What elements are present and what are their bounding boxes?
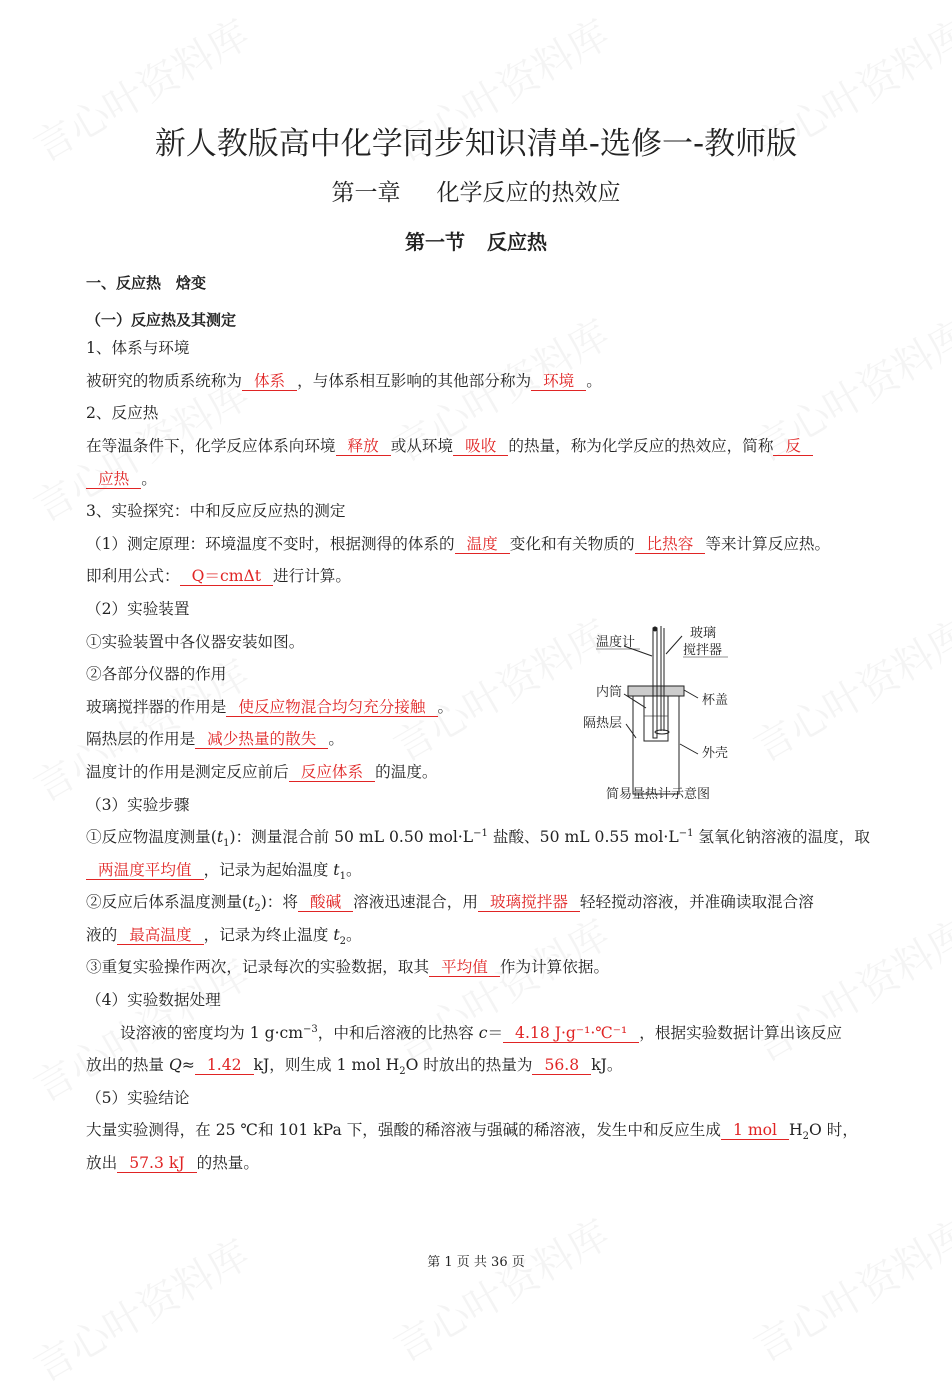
text: ，记录为起始温度 <box>203 860 334 879</box>
label-inner-cup: 内筒 <box>596 685 623 700</box>
text: 被研究的物质系统称为 <box>86 371 242 390</box>
variable: t <box>333 925 340 944</box>
section-heading <box>0 226 952 255</box>
text: ，中和后溶液的比热容 <box>317 1023 479 1042</box>
text-line <box>86 1049 876 1082</box>
text: ，记录为终止温度 <box>203 925 334 944</box>
text: （5）实验结论 <box>86 1088 190 1107</box>
text: ，与体系相互影响的其他部分称为 <box>297 371 532 390</box>
watermark <box>22 1224 258 1393</box>
text: （4）实验数据处理 <box>86 991 221 1010</box>
text: 的热量，称为化学反应的热效应，简称 <box>508 436 774 455</box>
text: O 时放出的热量为 <box>405 1056 533 1075</box>
text: 在等温条件下，化学反应体系向环境 <box>86 436 336 455</box>
text-line <box>86 267 876 300</box>
label-insulation: 隔热层 <box>583 716 623 731</box>
figure-caption: 简易量热计示意图 <box>606 787 711 802</box>
text: )：将 <box>260 893 298 912</box>
answer-blank: 环境 <box>531 372 586 391</box>
outer-shell <box>633 694 679 794</box>
page-footer: 第 1 页 共 36 页 <box>427 1255 525 1270</box>
answer-blank: 比热容 <box>635 535 706 554</box>
subscript: 2 <box>254 903 261 915</box>
document-title: 新人教版高中化学同步知识清单-选修一-教师版 <box>154 126 798 162</box>
text-line <box>86 300 876 333</box>
answer-blank: 57.3 kJ <box>117 1154 196 1173</box>
text-line <box>86 560 876 593</box>
text: 温度计的作用是测定反应前后 <box>86 762 289 781</box>
text: ②各部分仪器的作用 <box>86 665 227 684</box>
answer-blank: 减少热量的散失 <box>195 730 328 749</box>
calorimeter-figure <box>576 616 766 811</box>
text: kJ。 <box>591 1056 623 1075</box>
text-line <box>86 821 876 854</box>
watermark <box>382 1204 618 1373</box>
text: 等来计算反应热。 <box>705 534 831 553</box>
text: H <box>789 1121 803 1140</box>
text-line <box>86 919 876 952</box>
glass-stirrer <box>661 626 664 731</box>
label-stirrer-2: 搅拌器 <box>683 643 723 658</box>
answer-blank: 使反应物混合均匀充分接触 <box>226 698 437 717</box>
text-line <box>86 495 876 528</box>
answer-blank: 玻璃搅拌器 <box>478 893 580 912</box>
answer-blank: 体系 <box>242 372 297 391</box>
text: 。 <box>328 730 344 749</box>
variable: t <box>248 893 255 912</box>
text: 。 <box>141 469 157 488</box>
text: 。 <box>345 860 362 879</box>
subscript: 1 <box>339 870 346 882</box>
section-number: 第一节 <box>405 230 465 254</box>
text: 的热量。 <box>196 1154 259 1173</box>
text: ②反应后体系温度测量( <box>86 893 249 912</box>
text: )：测量混合前 50 mL 0.50 mol·L <box>229 828 474 847</box>
calorimeter-diagram <box>576 616 766 811</box>
text: （3）实验步骤 <box>86 795 190 814</box>
text: 盐酸、50 mL 0.55 mol·L <box>487 828 679 847</box>
text-line <box>86 854 876 887</box>
text: 氢氧化钠溶液的温度，取 <box>693 828 870 847</box>
watermark <box>742 1204 952 1373</box>
answer-blank: 56.8 <box>532 1056 591 1075</box>
answer-blank: 1 mol <box>721 1121 789 1140</box>
text: 变化和有关物质的 <box>509 534 635 553</box>
chapter-heading <box>0 174 952 207</box>
text: 。 <box>586 371 602 390</box>
text: 作为计算依据。 <box>499 958 610 977</box>
text: 3、实验探究：中和反应反应热的测定 <box>86 502 346 521</box>
text: （2）实验装置 <box>86 599 190 618</box>
label-outer-shell: 外壳 <box>702 746 729 761</box>
text: （1）测定原理：环境温度不变时，根据测得的体系的 <box>86 534 455 553</box>
text: （一）反应热及其测定 <box>86 310 237 329</box>
text: 或从环境 <box>390 436 454 455</box>
text: 。 <box>437 697 454 716</box>
text: 的温度。 <box>375 762 438 781</box>
text-line <box>86 951 876 984</box>
text: 进行计算。 <box>273 567 351 586</box>
answer-blank: 平均值 <box>429 958 500 977</box>
answer-blank: 反应体系 <box>289 763 375 782</box>
text-line <box>86 397 876 430</box>
text: ≈ <box>181 1056 195 1075</box>
superscript: −3 <box>303 1023 318 1035</box>
text-line <box>86 528 876 561</box>
answer-blank: 4.18 J·g⁻¹·℃⁻¹ <box>503 1024 639 1043</box>
text: 一、反应热 焓变 <box>86 274 207 292</box>
text: 大量实验测得，在 25 ℃和 101 kPa 下，强酸的稀溶液与强碱的稀溶液，发生中和反应生成 <box>86 1121 721 1140</box>
answer-blank: 温度 <box>455 535 510 554</box>
superscript: −1 <box>473 827 488 839</box>
text: ①反应物温度测量( <box>86 828 217 847</box>
answer-blank: 释放 <box>336 437 391 456</box>
subscript: 2 <box>399 1066 406 1078</box>
text-line <box>86 1114 876 1147</box>
text: 设溶液的密度均为 1 g·cm <box>120 1023 304 1042</box>
superscript: −1 <box>678 827 694 839</box>
text: ①实验装置中各仪器安装如图。 <box>86 632 305 651</box>
text: 放出 <box>86 1154 118 1173</box>
text: 2、反应热 <box>86 404 159 423</box>
text: 液的 <box>86 925 118 944</box>
text: ，根据实验数据计算出该反应 <box>639 1023 843 1042</box>
text-line <box>86 430 876 463</box>
answer-blank: 酸碱 <box>298 893 353 912</box>
subscript: 2 <box>339 935 346 947</box>
cup-lid <box>628 686 684 696</box>
text-line <box>86 1147 876 1180</box>
variable: c <box>478 1023 488 1042</box>
text-line <box>86 984 876 1017</box>
text-line <box>86 463 876 496</box>
subscript: 2 <box>802 1131 809 1143</box>
text-line <box>86 332 876 365</box>
text: kJ，则生成 1 mol H <box>253 1056 400 1075</box>
text: ③重复实验操作两次，记录每次的实验数据，取其 <box>86 958 430 977</box>
text: 放出的热量 <box>86 1056 169 1075</box>
answer-blank: 最高温度 <box>117 926 203 945</box>
label-lid: 杯盖 <box>702 693 729 708</box>
answer-blank: Q＝cmΔt <box>180 567 273 586</box>
label-stirrer-1: 玻璃 <box>690 626 717 641</box>
answer-blank: 两温度平均值 <box>86 861 204 880</box>
text: 轻轻搅动溶液，并准确读取混合溶 <box>579 893 814 912</box>
thermometer <box>653 628 657 738</box>
text: 溶液迅速混合，用 <box>353 893 478 912</box>
text: O 时， <box>809 1121 858 1140</box>
text: ＝ <box>487 1023 504 1042</box>
text-line <box>86 1082 876 1115</box>
variable: t <box>333 860 340 879</box>
text-line <box>86 365 876 398</box>
variable: Q <box>168 1056 182 1075</box>
text-line <box>86 886 876 919</box>
text-line <box>86 1017 876 1050</box>
answer-blank: 吸收 <box>453 437 508 456</box>
section-name: 反应热 <box>487 230 547 254</box>
answer-blank: 反 <box>773 437 813 456</box>
text: 隔热层的作用是 <box>86 730 196 749</box>
subscript: 1 <box>223 838 230 850</box>
text: 。 <box>345 925 362 944</box>
variable: t <box>216 828 224 847</box>
answer-blank: 1.42 <box>195 1056 254 1075</box>
chapter-name: 化学反应的热效应 <box>436 180 621 206</box>
chapter-number: 第一章 <box>331 180 401 206</box>
label-thermometer: 温度计 <box>596 635 636 650</box>
text: 1、体系与环境 <box>86 339 190 358</box>
text: 玻璃搅拌器的作用是 <box>86 697 227 716</box>
text: 即利用公式： <box>86 567 180 586</box>
answer-blank: 应热 <box>86 470 141 489</box>
